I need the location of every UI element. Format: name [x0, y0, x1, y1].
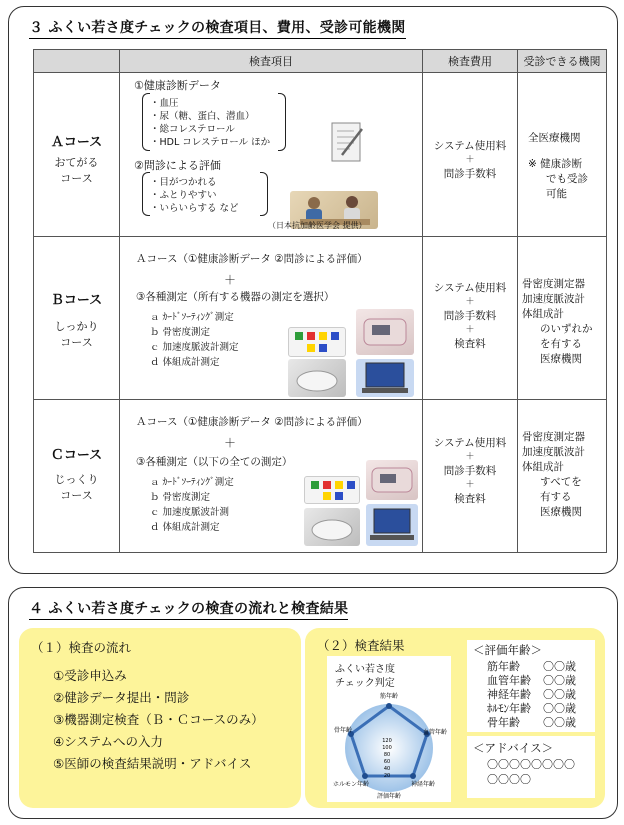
course-a-facility-2: ※ 健康診断: [528, 158, 583, 170]
radar-chart-box: [327, 656, 451, 802]
flow-step-4: ④システムへの入力: [53, 734, 163, 749]
section-2-title: ４ ふくい若さ度チェックの検査の流れと検査結果: [29, 598, 348, 620]
course-c-measure-0: ａ ｶｰﾄﾞｿｰﾃｨﾝｸﾞ測定: [150, 477, 234, 488]
course-a-name-cell: [33, 72, 120, 237]
eval-value-1: 〇〇歳: [543, 674, 576, 687]
document-pen-icon: [330, 121, 366, 165]
image-caption: （日本抗加齢医学会 提供）: [268, 221, 367, 230]
advice-title: ＜アドバイス＞: [473, 741, 554, 755]
chart-title-2: チェック判定: [335, 678, 395, 689]
course-b-cost-4: 検査料: [454, 338, 486, 350]
course-c-cost-cell: [422, 399, 518, 553]
course-c-sub1: じっくり: [54, 473, 99, 486]
course-c-line2: ③各種測定（以下の全ての測定）: [136, 456, 293, 468]
course-c-measure-3: ｄ 体組成計測定: [150, 522, 220, 533]
course-b-line2: ③各種測定（所有する機器の測定を選択）: [136, 291, 335, 303]
radar-bottom-label: 評価年齢: [376, 793, 402, 800]
course-a-facility-0: 全医療機関: [528, 132, 581, 144]
course-a-sub2: コース: [60, 172, 93, 185]
course-a-item1-title: ①健康診断データ: [134, 79, 221, 92]
section-1-title: ３ ふくい若さ度チェックの検査項目、費用、受診可能機関: [29, 17, 406, 39]
body-composition-device-photo: [304, 508, 360, 546]
section-costs-and-facilities: [8, 6, 618, 574]
course-a-item2-0: ・目がつかれる: [150, 177, 217, 188]
course-table: [33, 49, 607, 553]
course-c-cost-4: 検査料: [454, 493, 486, 505]
course-b-line1: Ａコース（①健康診断データ ②問診による評価）: [136, 253, 368, 265]
header-blank: [33, 49, 120, 73]
course-b-facility-1: 加速度脈波計: [522, 293, 585, 305]
header-items: 検査項目: [119, 49, 423, 73]
course-c-facility-1: 加速度脈波計: [522, 446, 585, 458]
course-b-cost-2: 問診手数料: [443, 310, 497, 322]
course-c-facility-cell: [517, 399, 607, 553]
bone-density-device-photo: [366, 460, 418, 500]
radar-label-4: 骨年齢: [333, 727, 353, 734]
header-facility: 受診できる機関: [517, 49, 607, 73]
pulse-wave-device-photo: [356, 359, 414, 397]
flow-step-1: ①受診申込み: [53, 668, 127, 683]
brace-right: [278, 93, 286, 151]
course-c-facility-2: 体組成計: [522, 461, 564, 473]
course-a-sub1: おてがる: [54, 156, 99, 169]
flow-step-5: ⑤医師の検査結果説明・アドバイス: [53, 756, 252, 771]
card-sorting-photo: [288, 327, 346, 357]
card-sorting-photo: [304, 476, 360, 504]
course-b-cost-3: ＋: [465, 325, 475, 335]
course-c-items-cell: [119, 399, 423, 553]
pulse-wave-device-photo: [366, 504, 418, 546]
radar-label-0: 筋年齢: [379, 693, 399, 700]
course-c-line1: Ａコース（①健康診断データ ②問診による評価）: [136, 416, 368, 428]
course-a-facility-cell: [517, 72, 607, 237]
course-a-item1-1: ・尿（糖、蛋白、潜血）: [150, 111, 255, 122]
course-b-measure-2: ｃ 加速度脈波計測定: [150, 342, 239, 353]
radar-tick-5: 20: [383, 773, 391, 779]
course-c-cost-0: システム使用料: [433, 437, 507, 449]
course-b-facility-4: を有する: [540, 338, 582, 350]
course-b-measure-0: ａ ｶｰﾄﾞｿｰﾃｨﾝｸﾞ測定: [150, 312, 234, 323]
brace-left: [142, 93, 150, 151]
course-a-name: Ａコース: [50, 135, 103, 150]
radar-tick-3: 60: [383, 759, 391, 765]
course-a-cost-0: システム使用料: [433, 140, 507, 152]
radar-label-2: 神経年齢: [410, 781, 436, 788]
course-b-measure-3: ｄ 体組成計測定: [150, 357, 220, 368]
course-c-facility-3: すべてを: [540, 476, 582, 488]
course-b-facility-0: 骨密度測定器: [522, 278, 585, 290]
result-title: （２）検査結果: [317, 638, 405, 653]
flow-title: （１）検査の流れ: [31, 640, 132, 655]
flow-step-2: ②健診データ提出・問診: [53, 690, 190, 705]
radar-chart: [327, 684, 451, 802]
course-b-facility-2: 体組成計: [522, 308, 564, 320]
course-c-plus: ＋: [224, 436, 237, 450]
eval-label-1: 血管年齢: [487, 674, 531, 687]
course-c-cost-2: 問診手数料: [443, 465, 497, 477]
result-box: [305, 628, 605, 808]
radar-tick-1: 100: [382, 745, 392, 751]
course-b-items-cell: [119, 236, 423, 400]
brace-left: [142, 172, 150, 216]
course-c-cost-1: ＋: [465, 452, 475, 462]
radar-tick-0: 120: [382, 738, 392, 744]
evaluation-age-box: [467, 640, 595, 732]
course-b-plus: ＋: [224, 273, 237, 287]
flow-box: [19, 628, 301, 808]
advice-box: [467, 736, 595, 798]
eval-value-0: 〇〇歳: [543, 660, 576, 673]
eval-label-2: 神経年齢: [487, 688, 531, 701]
eval-title: ＜評価年齢＞: [473, 643, 542, 657]
course-a-item1-0: ・血圧: [150, 98, 179, 109]
course-b-facility-3: のいずれか: [540, 323, 593, 335]
course-a-item2-2: ・いらいらする など: [150, 203, 239, 214]
course-c-facility-4: 有する: [540, 491, 572, 503]
eval-label-4: 骨年齢: [487, 716, 520, 729]
course-b-cost-1: ＋: [465, 297, 475, 307]
advice-line-1: 〇〇〇〇: [487, 773, 531, 786]
course-b-cost-0: システム使用料: [433, 282, 507, 294]
eval-value-4: 〇〇歳: [543, 716, 576, 729]
course-b-measure-1: ｂ 骨密度測定: [150, 327, 211, 338]
course-a-item2-title: ②問診による評価: [134, 159, 221, 172]
brace-right: [260, 172, 268, 216]
section-flow-and-results: [8, 587, 618, 819]
header-cost: 検査費用: [422, 49, 518, 73]
course-b-facility-5: 医療機関: [540, 353, 582, 365]
body-composition-device-photo: [288, 359, 346, 397]
course-c-measure-1: ｂ 骨密度測定: [150, 492, 211, 503]
bone-density-device-photo: [356, 309, 414, 355]
course-a-cost-1: ＋: [465, 155, 475, 165]
course-c-name: Ｃコース: [50, 448, 103, 463]
course-a-items-cell: [119, 72, 423, 237]
eval-value-3: 〇〇歳: [543, 702, 576, 715]
eval-label-0: 筋年齢: [487, 660, 520, 673]
course-c-facility-5: 医療機関: [540, 506, 582, 518]
radar-label-3: ホルモン年齢: [332, 781, 370, 788]
course-c-sub2: コース: [60, 489, 93, 502]
course-a-item2-1: ・ふとりやすい: [150, 190, 217, 201]
course-c-cost-3: ＋: [465, 480, 475, 490]
course-a-cost-2: 問診手数料: [443, 168, 497, 180]
course-b-sub2: コース: [60, 336, 93, 349]
course-b-name-cell: [33, 236, 120, 400]
radar-label-1: 血管年齢: [422, 729, 448, 736]
course-c-measure-2: ｃ 加速度脈波計測: [150, 507, 230, 518]
course-a-item1-2: ・総コレステロール: [150, 124, 235, 135]
course-b-facility-cell: [517, 236, 607, 400]
flow-step-3: ③機器測定検査（Ｂ・Ｃコースのみ）: [53, 712, 264, 727]
course-c-facility-0: 骨密度測定器: [522, 431, 585, 443]
chart-title-1: ふくい若さ度: [335, 664, 395, 675]
radar-tick-4: 40: [383, 766, 391, 772]
advice-line-0: 〇〇〇〇〇〇〇〇: [487, 758, 575, 771]
course-b-sub1: しっかり: [54, 320, 99, 333]
course-a-facility-3: でも受診: [546, 173, 588, 185]
course-a-item1-3: ・HDL コレステロール ほか: [150, 137, 271, 148]
course-a-cost-cell: [422, 72, 518, 237]
eval-label-3: ﾎﾙﾓﾝ年齢: [487, 702, 531, 715]
eval-value-2: 〇〇歳: [543, 688, 576, 701]
course-b-cost-cell: [422, 236, 518, 400]
course-a-facility-4: 可能: [546, 188, 567, 200]
radar-tick-2: 80: [383, 752, 391, 758]
course-b-name: Ｂコース: [50, 293, 103, 308]
course-c-name-cell: [33, 399, 120, 553]
